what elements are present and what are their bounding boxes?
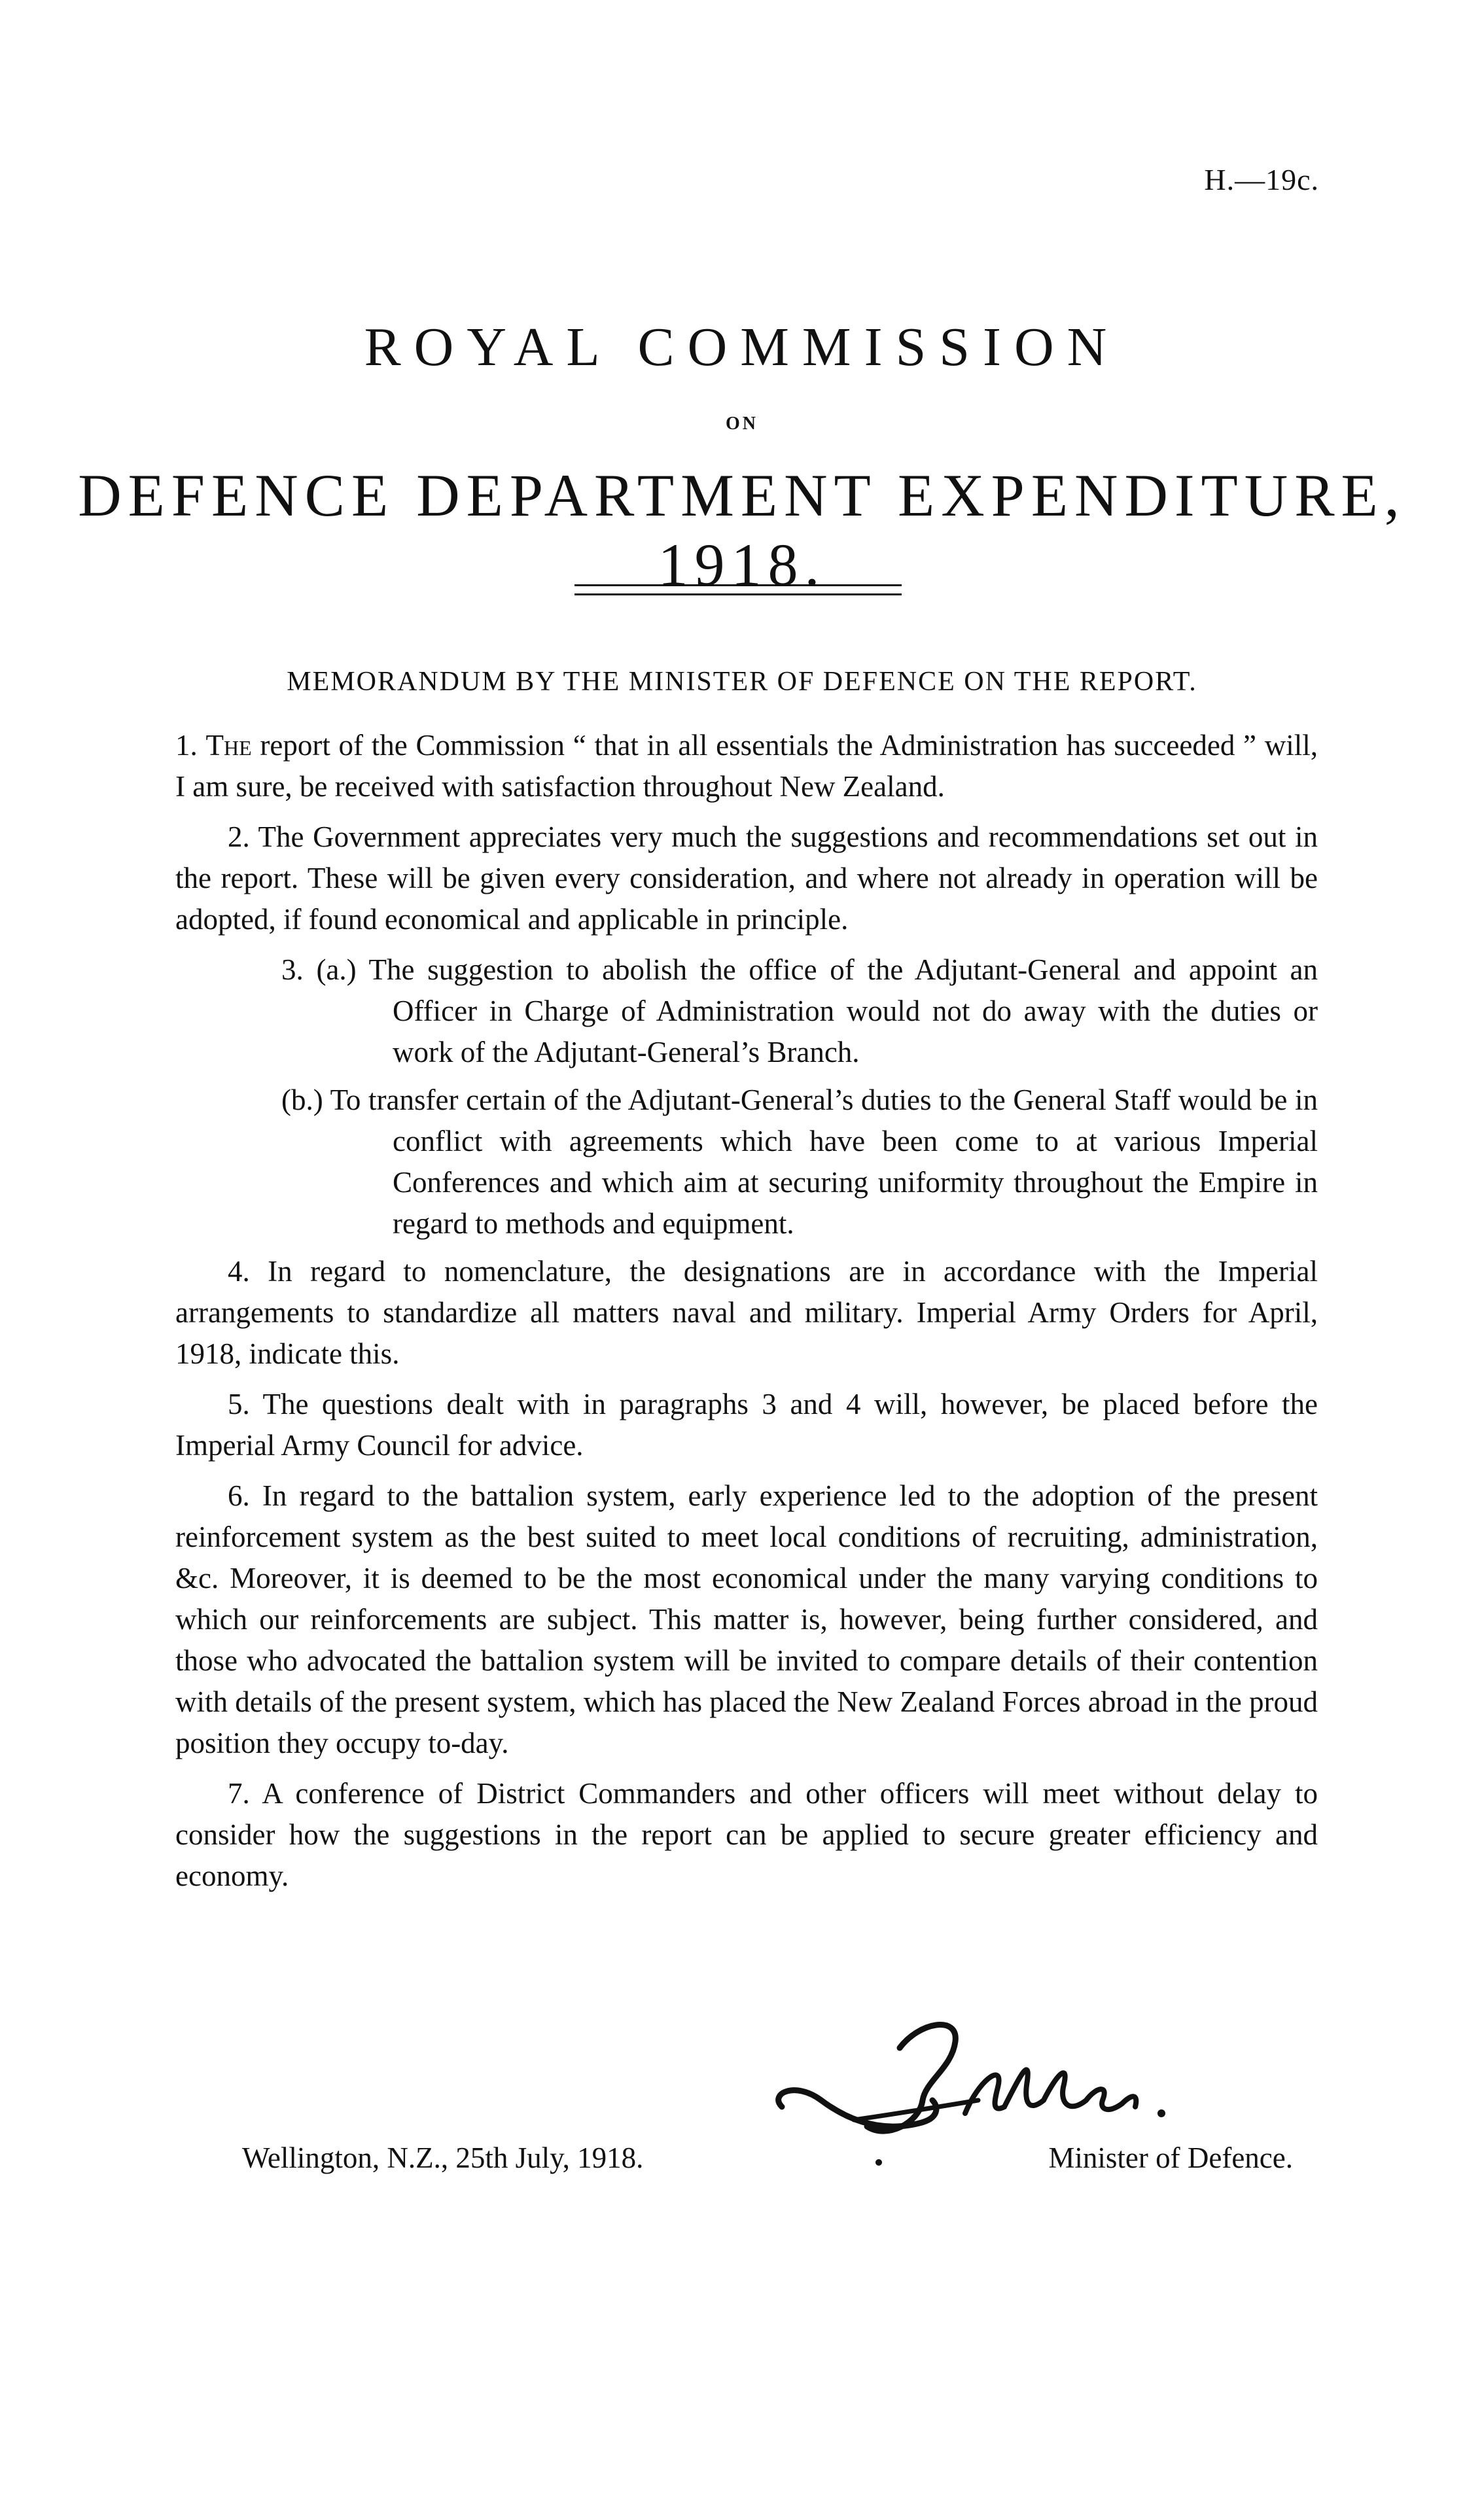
document-reference: H.—19c. bbox=[1204, 163, 1319, 196]
paragraph-6: 6. In regard to the battalion system, early experience led to the adoption of the present reinforcement system as the best suited to meet local conditions of recruiting, administration, &c. Moreover, it is deemed to be the most economical under the many varying conditions to which our reinforcements are subject. This matter is, however, being further considered, and those who advocated the battalion system will be invited to compare details of their contention with details of the present system, which has placed the New Zealand Forces abroad in the proud position they occupy to-day. bbox=[175, 1479, 1318, 1759]
title-rule-bottom bbox=[574, 593, 902, 595]
paragraph-3b-text: To transfer certain of the Adjutant-General’s duties to the General Staff would be in conflict with agreements which have been come to at various Imperial Conferences and which aim at securing uniformity throughout the Empire in regard to methods and equipment. bbox=[323, 1083, 1318, 1240]
memorandum-body bbox=[175, 725, 1318, 1906]
place-and-date: Wellington, N.Z., 25th July, 1918. bbox=[242, 2141, 644, 2174]
paragraph-1-lead: The bbox=[205, 729, 252, 762]
paragraph-5: 5. The questions dealt with in paragraphs 3 and 4 will, however, be placed before the Imperial Army Council for advice. bbox=[175, 1388, 1318, 1462]
paragraph-3a-text: The suggestion to abolish the office of the Adjutant-General and appoint an Officer in Charge of Administration would not do away with the duties or work of the Adjutant-General’s Branch. bbox=[356, 953, 1318, 1068]
paragraph-4: 4. In regard to nomenclature, the designations are in accordance with the Imperial arrangements to standardize all matters naval and military. Imperial Army Orders for April, 1918, indicate this. bbox=[175, 1255, 1318, 1370]
paragraph-1 bbox=[175, 725, 1318, 807]
paragraph-7: 7. A conference of District Commanders and other officers will meet without delay to consider how the suggestions in the report can be applied to secure greater efficiency and economy. bbox=[175, 1777, 1318, 1892]
paragraph-2: 2. The Government appreciates very much the suggestions and recommendations set out in the report. These will be given every consideration, and where not already in operation will be adopted, if found economical and applicable in principle. bbox=[175, 820, 1318, 936]
title-rule-top bbox=[574, 584, 902, 586]
title-royal-commission: ROYAL COMMISSION bbox=[364, 317, 1120, 378]
paragraph-3a bbox=[175, 949, 1318, 1073]
paragraph-1-text: report of the Commission “ that in all essentials the Administration has succeeded ” will, I am sure, be received with satisfaction throughout New Zealand. bbox=[175, 729, 1318, 803]
paragraph-1-number: 1. bbox=[175, 729, 198, 762]
title-on: ON bbox=[726, 414, 758, 434]
memorandum-heading: MEMORANDUM BY THE MINISTER OF DEFENCE ON THE REPORT. bbox=[287, 667, 1197, 697]
paragraph-3a-label: 3. (a.) bbox=[281, 953, 357, 986]
signatory-title: Minister of Defence. bbox=[1048, 2141, 1293, 2174]
title-defence-expenditure: DEFENCE DEPARTMENT EXPENDITURE, 1918. bbox=[78, 462, 1406, 598]
paragraph-3b bbox=[175, 1080, 1318, 1244]
paragraph-3b-label: (b.) bbox=[281, 1083, 323, 1116]
